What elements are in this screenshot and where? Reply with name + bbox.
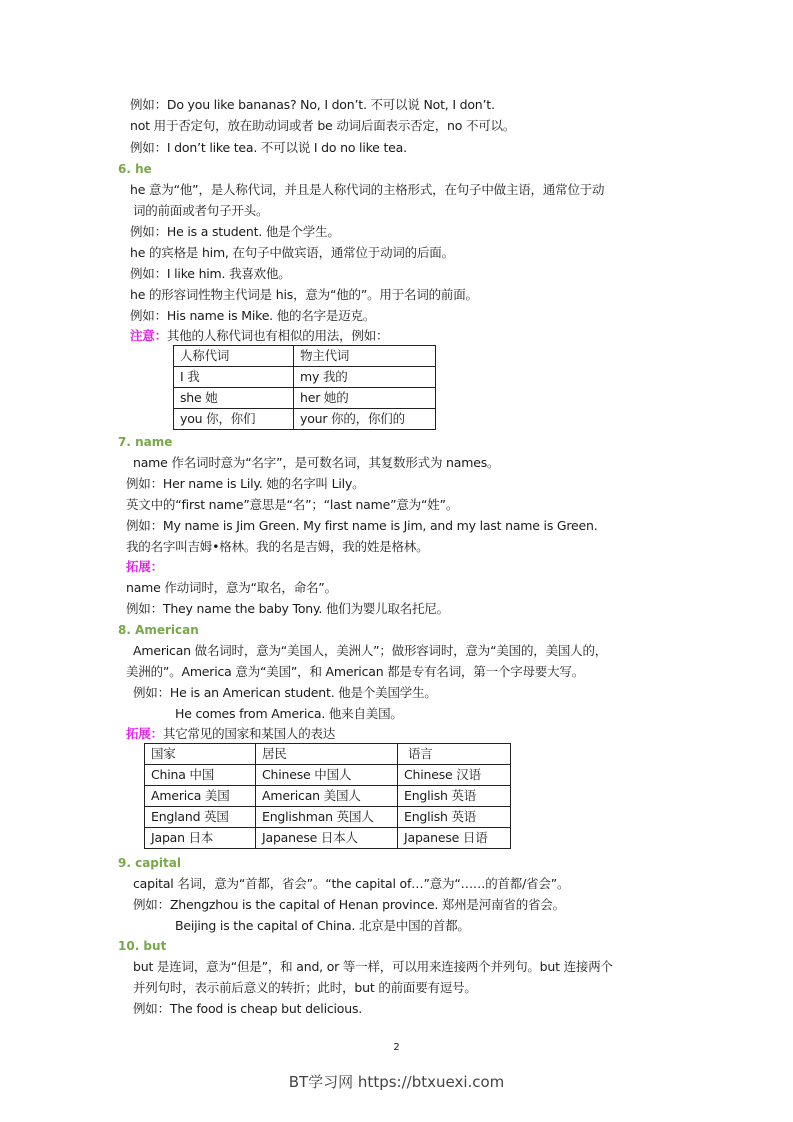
example-line: 例如：My name is Jim Green. My first name is Jim, and my last name is Green. <box>126 518 598 533</box>
table-header: 人称代词 <box>174 346 294 367</box>
body-line: he 意为“他”，是人称代词，并且是人称代词的主格形式，在句子中做主语，通常位于动 <box>130 182 605 197</box>
example-line: 例如：He is a student. 他是个学生。 <box>130 224 340 239</box>
table-cell: Japan 日本 <box>145 828 256 849</box>
country-table <box>144 743 511 849</box>
extend-text: 其它常见的国家和某国人的表达 <box>162 726 336 741</box>
example-line: 例如：Zhengzhou is the capital of Henan province. 郑州是河南省的省会。 <box>133 897 565 912</box>
example-line: 例如：The food is cheap but delicious. <box>133 1001 363 1016</box>
table-row <box>174 409 436 430</box>
body-line: 英文中的“first name”意思是“名”；“last name”意为“姓”。 <box>126 497 459 512</box>
table-cell: my 我的 <box>294 367 436 388</box>
body-line: not 用于否定句，放在助动词或者 be 动词后面表示否定，no 不可以。 <box>130 118 516 133</box>
table-cell: Chinese 汉语 <box>398 765 511 786</box>
note-label: 注意： <box>130 328 167 343</box>
table-cell: Englishman 英国人 <box>256 807 398 828</box>
example-line: 例如：Her name is Lily. 她的名字叫 Lily。 <box>126 476 365 491</box>
body-line: 美洲的”。America 意为“美国”，和 American 都是专有名词，第一个字母要大写。 <box>126 664 584 679</box>
example-line: 例如：I like him. 我喜欢他。 <box>130 266 291 281</box>
table-cell: American 美国人 <box>256 786 398 807</box>
table-header: 语言 <box>398 744 511 765</box>
table-header-row <box>174 346 436 367</box>
body-line: 我的名字叫吉姆•格林。我的名是吉姆，我的姓是格林。 <box>126 539 429 554</box>
table-row <box>145 765 511 786</box>
table-cell: England 英国 <box>145 807 256 828</box>
body-line: 并列句时，表示前后意义的转折；此时，but 的前面要有逗号。 <box>133 980 477 995</box>
extend-line <box>126 726 335 742</box>
note-text: 其他的人称代词也有相似的用法，例如： <box>166 328 389 343</box>
table-cell: Japanese 日本人 <box>256 828 398 849</box>
table-cell: her 她的 <box>294 388 436 409</box>
body-line: he 的宾格是 him, 在句子中做宾语，通常位于动词的后面。 <box>130 245 454 260</box>
table-row <box>145 807 511 828</box>
body-line: he 的形容词性物主代词是 his，意为“他的”。用于名词的前面。 <box>130 287 478 302</box>
section-heading-american: 8. American <box>118 623 199 637</box>
section-heading-name: 7. name <box>118 435 173 449</box>
example-line: 例如：His name is Mike. 他的名字是迈克。 <box>130 308 376 323</box>
body-line: name 作动词时，意为“取名，命名”。 <box>126 580 337 595</box>
pronoun-table <box>173 345 436 430</box>
table-row <box>145 828 511 849</box>
table-cell: Japanese 日语 <box>398 828 511 849</box>
extend-label: 拓展： <box>126 559 163 574</box>
table-cell: you 你，你们 <box>174 409 294 430</box>
table-row <box>174 388 436 409</box>
body-line: 词的前面或者句子开头。 <box>133 203 269 218</box>
table-cell: I 我 <box>174 367 294 388</box>
table-header: 国家 <box>145 744 256 765</box>
page-number: 2 <box>393 1042 400 1053</box>
section-heading-but: 10. but <box>118 939 167 953</box>
table-cell: English 英语 <box>398 786 511 807</box>
example-line: 例如：They name the baby Tony. 他们为婴儿取名托尼。 <box>126 601 449 616</box>
extend-label: 拓展： <box>126 726 163 741</box>
example-line: 例如：Do you like bananas? No, I don’t. 不可以说 Not, I don’t. <box>130 97 495 112</box>
table-cell: she 她 <box>174 388 294 409</box>
table-cell: America 美国 <box>145 786 256 807</box>
body-line: name 作名词时意为“名字”，是可数名词，其复数形式为 names。 <box>133 455 500 470</box>
table-row <box>145 786 511 807</box>
note-line <box>130 328 388 344</box>
table-cell: English 英语 <box>398 807 511 828</box>
table-row <box>174 367 436 388</box>
footer-watermark: BT学习网 https://btxuexi.com <box>288 1073 505 1091</box>
body-line: American 做名词时，意为“美国人，美洲人”；做形容词时，意为“美国的，美国人的， <box>133 643 608 658</box>
example-line: 例如：He is an American student. 他是个美国学生。 <box>133 685 437 700</box>
table-header: 居民 <box>256 744 398 765</box>
example-line: 例如：I don’t like tea. 不可以说 I do no like tea. <box>130 140 407 155</box>
table-cell: China 中国 <box>145 765 256 786</box>
section-heading-he: 6. he <box>118 162 152 176</box>
section-heading-capital: 9. capital <box>118 856 181 870</box>
table-cell: Chinese 中国人 <box>256 765 398 786</box>
example-line: Beijing is the capital of China. 北京是中国的首都。 <box>175 918 470 933</box>
table-header-row <box>145 744 511 765</box>
table-header: 物主代词 <box>294 346 436 367</box>
example-line: He comes from America. 他来自美国。 <box>175 706 403 721</box>
table-cell: your 你的，你们的 <box>294 409 436 430</box>
body-line: but 是连词，意为“但是”，和 and, or 等一样，可以用来连接两个并列句。but 连接两个 <box>133 959 613 974</box>
body-line: capital 名词，意为“首都，省会”。“the capital of…”意为“……的首都/省会”。 <box>133 876 570 891</box>
